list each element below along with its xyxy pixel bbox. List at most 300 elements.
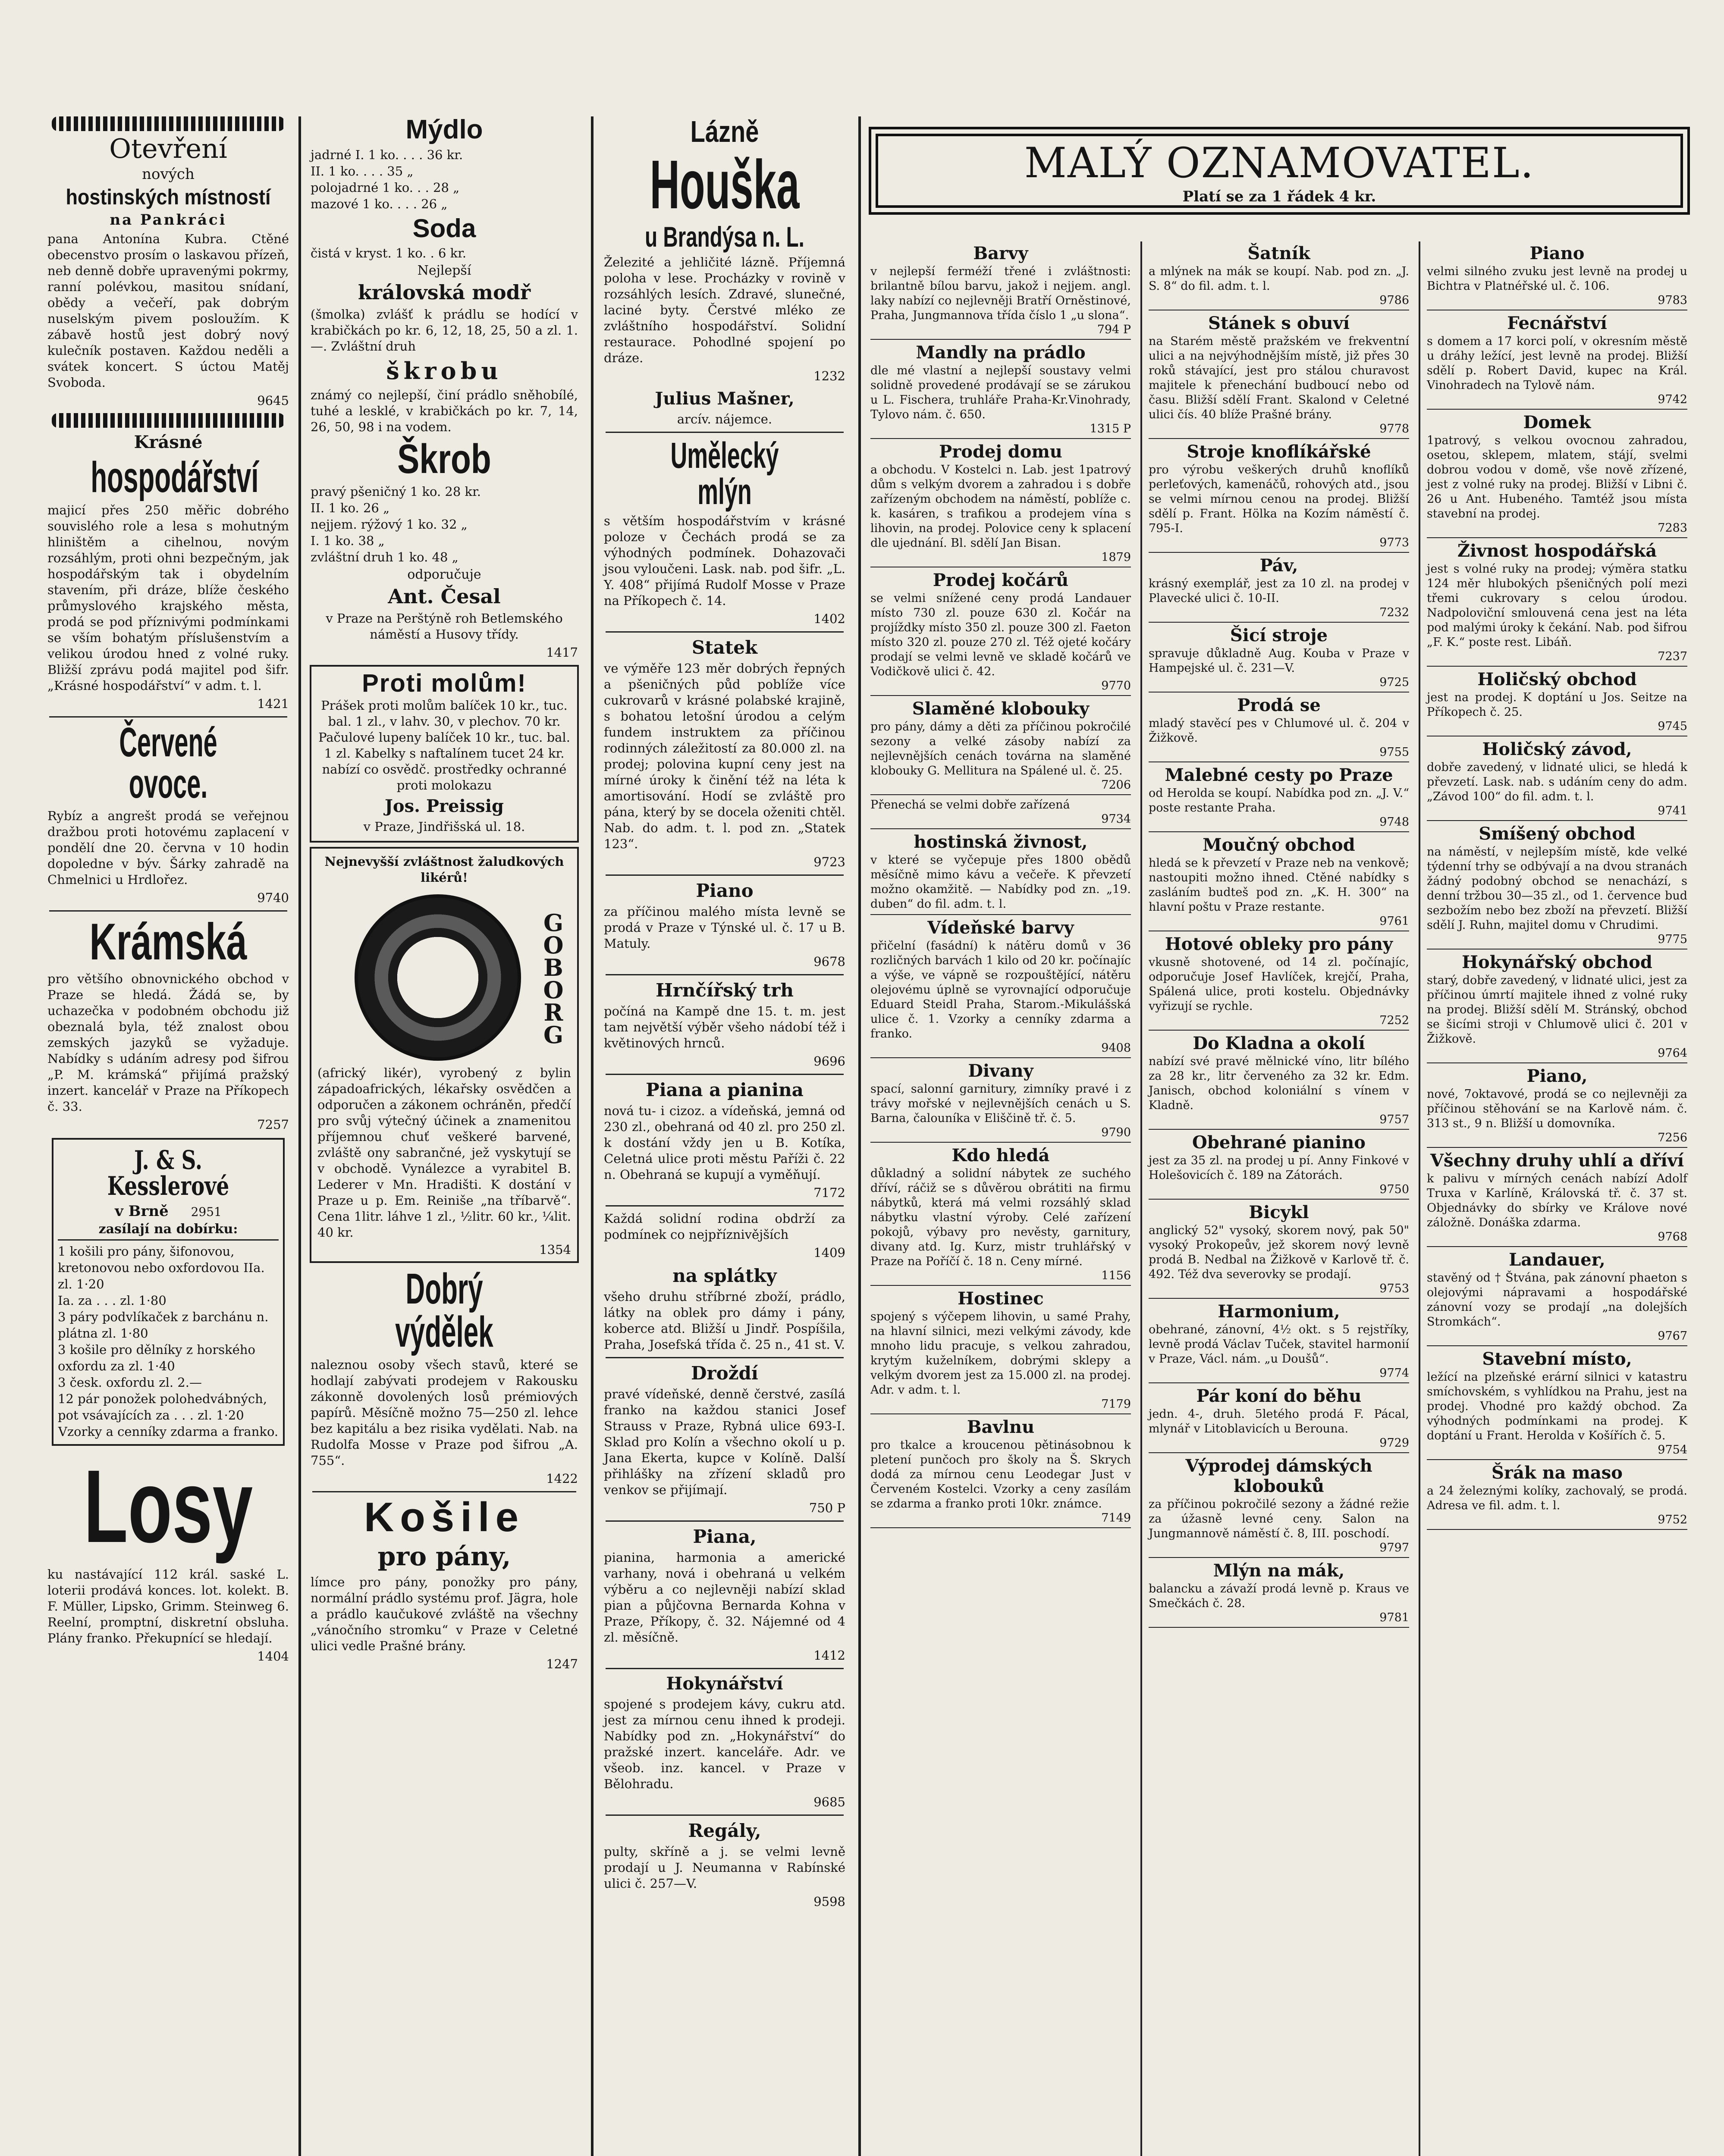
ad-heading: Šrák na maso xyxy=(1492,1463,1623,1483)
ad-heading: Piana, xyxy=(693,1526,757,1547)
masthead xyxy=(876,134,1683,208)
ad-heading: Slaměné klobouky xyxy=(912,699,1090,719)
divider xyxy=(1427,1062,1687,1063)
ad-body: v Praze na Perštýně roh Betlemského náměstí a Husovy třídy. xyxy=(326,611,563,642)
classified-ad xyxy=(867,570,1134,696)
ad-heading: Umělecký mlýn xyxy=(670,435,779,512)
ad-body: jest za 35 zl. na prodej u pí. Anny Finkové v Holešovicích č. 189 na Zátorách. xyxy=(1149,1154,1409,1182)
ad-heading: Nejnevyšší zvláštnost žaludkových likérů! xyxy=(324,854,564,885)
ad-heading: Prodej domu xyxy=(939,442,1062,462)
divider xyxy=(58,1239,279,1241)
ad-body: a mlýnek na mák se koupí. Nab. pod zn. „J. S. 8“ do fil. adm. t. l. xyxy=(1149,265,1409,293)
ad-heading: Jos. Preissig xyxy=(385,796,504,816)
ad-body: spojený s výčepem lihovin, u samé Prahy, na hlavní silnici, mezi velkými závody, kde mnoho lidu pracuje, s velkou zahradou, krytým kuželníkem, dobrými sklepy a velkým dvorem jest za 15.000 zl. na prodej. Adr. v adm. t. l. xyxy=(870,1310,1131,1397)
divider xyxy=(870,438,1131,439)
divider xyxy=(1149,1627,1409,1628)
ad-heading: Škrob xyxy=(397,436,491,482)
price-line: pravý pšeničný 1 ko. 28 kr. xyxy=(311,484,481,499)
divider xyxy=(312,1491,576,1492)
ad-body: pana Antonína Kubra. Ctěné obecenstvo prosím o laskavou přízeň, neb denně dobře upravenými pokrmy, ranní polévkou, masitou snídaní, obědy a večeří, pak dobrým nuselským pivem posloužím. K zábavě hostů jest dobrý nový kulečník postaven. Každou neděli a svátek koncert. S úctou Matěj Svoboda. xyxy=(47,232,289,390)
ad-heading: Ant. Česal xyxy=(388,585,501,608)
column-rule xyxy=(858,116,861,2156)
divider xyxy=(1427,1459,1687,1460)
ad-heading: královská modř xyxy=(358,281,531,304)
price-line: čistá v kryst. 1 ko. . 6 kr. xyxy=(311,246,467,260)
ad-body: k palivu v mírných cenách nabízí Adolf Truxa v Karlíně, Královská tř. č. 37 st. Objednávky do sbírky ve Králove nové záložně. Donáška zdarma. xyxy=(1427,1172,1687,1229)
ad-number: 7179 xyxy=(1101,1398,1131,1411)
divider xyxy=(1149,622,1409,623)
ad-number: 1315 P xyxy=(1090,422,1131,436)
price-line: II. 1 ko. . . . 35 „ xyxy=(311,164,414,179)
classified-ad xyxy=(1423,669,1691,736)
ad-heading: Stavební místo, xyxy=(1482,1349,1632,1369)
classified-ad xyxy=(867,1145,1134,1286)
divider xyxy=(1149,1030,1409,1031)
ad-heading: hostinská živnost, xyxy=(914,832,1088,852)
classified-ad xyxy=(1145,1456,1413,1558)
ad-heading: Páv, xyxy=(1259,555,1298,576)
divider xyxy=(1427,820,1687,821)
ad-number: 9696 xyxy=(813,1054,845,1069)
ad-body: Přenechá se velmi dobře zařízená xyxy=(870,798,1070,812)
ad-heading: Droždí xyxy=(691,1363,758,1384)
classified-ad xyxy=(1145,695,1413,762)
divider xyxy=(1149,1452,1409,1453)
ad-heading: Hostinec xyxy=(958,1288,1044,1309)
price-line: zvláštní druh 1 ko. 48 „ xyxy=(311,550,458,564)
classified-ad xyxy=(1145,1301,1413,1383)
ad-number: 7149 xyxy=(1101,1511,1131,1525)
ad-subheading: na Pankráci xyxy=(110,211,227,229)
ad-afrikanka xyxy=(310,847,579,1263)
ad-subheading: Krásné xyxy=(134,432,203,452)
price-list xyxy=(58,1243,279,1440)
ad-number: 9764 xyxy=(1658,1047,1687,1060)
ad-body: od Herolda se koupí. Nabídka pod zn. „J. V.“ poste restante Praha. xyxy=(1149,787,1409,815)
ad-heading: Šatník xyxy=(1247,243,1310,263)
ad-heading: Piano, xyxy=(1526,1066,1588,1086)
ad-hokynarstvi xyxy=(600,1673,850,1809)
price-line: II. 1 ko. 26 „ xyxy=(311,501,390,515)
ad-number: 9729 xyxy=(1379,1436,1409,1450)
ad-heading: Výprodej dámských klobouků xyxy=(1185,1456,1372,1496)
ad-number: 9797 xyxy=(1379,1541,1409,1554)
ad-body: Železité a jehličité lázně. Příjemná poloha v lese. Procházky v rovině v rozsáhlých lesích. Zdravé, slunečné, laciné byty. Čerstvé mléko ze zvláštního hospodářství. Solidní restaurace. Pohodlné spojení po dráze. xyxy=(604,255,845,365)
ornament-bar xyxy=(52,413,285,428)
ad-number: 1422 xyxy=(546,1471,578,1486)
ad-hrncirsky-trh xyxy=(600,980,850,1069)
divider xyxy=(1149,1382,1409,1383)
ad-body: pravé vídeňské, denně čerstvé, zasílá franko na každou stanici Josef Strauss v Praze, Rybná ulice 693-I. Sklad pro Kolín a všechno okolí u p. Jana Ekerta, kupce v Kolíně. Další přihlášky na zřízení skladů pro venkov se přijímají. xyxy=(604,1387,845,1497)
ad-signature-role: arcív. nájemce. xyxy=(677,412,773,426)
divider xyxy=(870,695,1131,696)
price-line: 1 košili pro pány, šifonovou, kretonovou nebo oxfordovou IIa. zl. 1·20 xyxy=(58,1244,265,1291)
ad-heading: Losy xyxy=(83,1448,253,1564)
price-line: 3 česk. oxfordu zl. 2.— xyxy=(58,1375,202,1390)
divider xyxy=(606,974,844,975)
ad-number: 7283 xyxy=(1658,521,1687,535)
ad-heading: Landauer, xyxy=(1509,1250,1605,1270)
ad-body: (šmolka) zvlášť k prádlu se hodící v krabičkách po kr. 6, 12, 18, 25, 50 a zl. 1.—. Zvláštní druh xyxy=(311,307,578,354)
ad-heading: Hokynářství xyxy=(666,1673,783,1694)
ad-number: 1354 xyxy=(539,1242,571,1257)
classified-ad xyxy=(1145,765,1413,832)
ad-body: spací, salonní garnitury, zimníky pravé i z trávy mořské v nejlevnějších cenách u S. Barna, čalouníka v Eliščině tř. č. 5. xyxy=(870,1082,1131,1125)
ad-piana xyxy=(600,1526,850,1663)
ad-number: 9678 xyxy=(813,954,845,969)
ad-heading: Do Kladna a okolí xyxy=(1193,1033,1365,1053)
ad-number: 1412 xyxy=(813,1648,845,1663)
ad-heading: Obehrané pianino xyxy=(1192,1132,1366,1153)
ad-body: přičelní (fasádní) k nátěru domů v 36 rozličných barvách 1 kilo od 20 kr. počínajíc a výše, ve vápně se rozpouštějící, nátěru olejovému úplně se vyrovnající odporučuje Eduard Steidl Praha, Starom.-Mikulášská ulice č. 1. Vzorky a cenníky zdarma a franko. xyxy=(870,939,1131,1040)
ad-body: pro výrobu veškerých druhů knoflíků perleťových, kamenáčů, rohových atd., jsou se velmi mírnou cenou na prodej. Bližší sdělí p. Frant. Hölka na Kozím náměstí č. 795-I. xyxy=(1149,463,1409,535)
masthead-title: MALÝ OZNAMOVATEL. xyxy=(1024,139,1535,187)
divider xyxy=(49,716,287,718)
ad-body: pro tkalce a kroucenou pětinásobnou k pletení punčoch pro školy na Š. Skrych dodá za mírnou cenu Leodegar Just v Červeném Kostelci. Vzorky a ceny zasílám se zdarma a franko proti 10kr. známce. xyxy=(870,1438,1131,1510)
ad-number: 9757 xyxy=(1379,1113,1409,1126)
ad-heading: Stroje knoflíkářské xyxy=(1187,442,1371,462)
ad-body: spojené s prodejem kávy, cukru atd. jest za mírnou cenu ihned k prodeji. Nabídky pod zn. „Hokynářství“ do pražské inzert. kanceláře. Adr. ve všeob. inz. kancel. v Praze v Bělohradu. xyxy=(604,1697,845,1791)
ad-heading: Bicykl xyxy=(1249,1202,1309,1222)
ad-heading: Hotové obleky pro pány xyxy=(1165,934,1393,954)
maly-oznamovatel-section xyxy=(867,103,1695,2156)
ad-heading: Hokynářský obchod xyxy=(1462,952,1652,972)
ad-number: 9767 xyxy=(1658,1329,1687,1343)
ad-body: v nejlepší ferméží třené i zvláštnosti: brilantně bílou barvu, jakož i nejjem. angl. laky nabízí co nejlevněji Bratří Orněstinové, Praha, Jungmannova třída číslo 1 „u slona“. xyxy=(870,265,1131,322)
ad-body: se velmi snížené ceny prodá Landauer místo 730 zl. pouze 630 zl. Kočár na projíždky místo 350 zl. pouze 300 zl. Faeton místo 320 zl. pouze 270 zl. Též ojeté kočáry prodají se velmi levně ve skladě kočárů ve Vodičkově ulici č. 42. xyxy=(870,592,1131,678)
ad-heading: Barvy xyxy=(973,243,1028,263)
ad-kosile xyxy=(306,1494,582,1671)
ad-heading: Moučný obchod xyxy=(1203,835,1355,855)
classified-ad xyxy=(1423,952,1691,1063)
classified-ad xyxy=(1423,243,1691,310)
ad-number: 9761 xyxy=(1379,915,1409,928)
ad-body: stavěný od † Štvána, pak zánovní phaeton s olejovými nápravami a hospodářské zánovní vozy se prodají „na dolejších Stromkách“. xyxy=(1427,1271,1687,1329)
ad-kesslerove xyxy=(52,1138,285,1446)
ad-heading: Soda xyxy=(412,214,476,243)
ad-heading: Malebné cesty po Praze xyxy=(1165,765,1393,785)
ornament-bar xyxy=(52,116,285,131)
ad-number: 9598 xyxy=(813,1894,845,1909)
ad-heading: Pár koní do běhu xyxy=(1196,1386,1362,1406)
classified-ad xyxy=(1423,1463,1691,1530)
ad-heading: hospodářství xyxy=(91,453,259,501)
ad-number: 9742 xyxy=(1658,393,1687,406)
divider xyxy=(1427,1529,1687,1530)
ad-body: a 24 železnými kolíky, zachovalý, se prodá. Adresa ve fil. adm. t. l. xyxy=(1427,1484,1687,1512)
ad-number: 7172 xyxy=(813,1185,845,1200)
ad-heading: Piano xyxy=(696,880,754,901)
ad-heading: Otevření xyxy=(109,133,227,164)
classified-ad xyxy=(1145,313,1413,439)
ad-number: 9645 xyxy=(257,393,289,408)
ad-heading: škrobu xyxy=(386,357,502,385)
classified-column-3 xyxy=(1423,241,1691,1532)
ad-body: v které se vyčepuje přes 1800 obědů měsíčně mimo kávu a večeře. K převzetí možno okamžitě. — Nabídky pod zn. „19. duben“ do fil. adm. t. l. xyxy=(870,853,1131,911)
classified-ad xyxy=(1423,541,1691,667)
ad-subheading: nových xyxy=(142,166,195,183)
ad-number: 1417 xyxy=(546,645,578,660)
divider xyxy=(870,914,1131,915)
divider xyxy=(606,1668,844,1669)
column-rule xyxy=(298,116,301,2156)
ad-heading: u Brandýsa n. L. xyxy=(645,221,804,253)
ad-body: jedn. 4-, druh. 5letého prodá F. Pácal, mlynář v Litoblavicích u Berouna. xyxy=(1149,1407,1409,1435)
ad-number: 9748 xyxy=(1379,815,1409,829)
classified-ad xyxy=(1423,412,1691,538)
ad-body: pro většího obnovnického obchod v Praze se hledá. Žádá se, by uchazečka v podobném obchodu již obeznalá byla, též znalost obou zemských jazyků se vyžaduje. Nabídky s udáním adresy pod šifrou „P. M. krámská“ přijímá pražský inzert. kancelář v Praze na Příkopech č. 33. xyxy=(47,971,289,1114)
ad-heading: Statek xyxy=(691,637,758,658)
column-rule xyxy=(591,116,594,2156)
ad-regaly xyxy=(600,1820,850,1909)
ad-cervene-ovoce xyxy=(43,719,293,905)
ad-heading: Smíšený obchod xyxy=(1479,824,1636,844)
price-line: polojadrné 1 ko. . . 28 „ xyxy=(311,180,460,195)
ad-body: za příčinou pokročilé sezony a žádné režie za úžasně levné ceny. Salon na Jungmannově náměstí č. 8, III. poschodí. xyxy=(1149,1498,1409,1540)
ad-body: naleznou osoby všech stavů, které se hodlají zabývati prodejem v Rakousku zákonně dovolených losů prémiových papírů. Měsíčně možno 75—250 zl. lehce bez kapitálu a bez risika vydělati. Nab. na Rudolfa Mosse v Praze pod šifrou „A. 755“. xyxy=(311,1357,578,1468)
ad-body: starý, dobře zavedený, v lidnaté ulici, jest za příčinou úmrtí majitele ihned z volné ruky na prodej. Bližší sdělí M. Stránský, obchod se šicími stroji v Chlumově ulici č. 201 v Žižkově. xyxy=(1427,974,1687,1046)
ad-heading: Lázně xyxy=(690,115,759,148)
ad-body: na náměstí, v nejlepším místě, kde velké týdenní trhy se odbývají a na dvou stranách žádný podobný obchod se nenachází, s denní tržbou 30—35 zl., od 1. července bud sezbožím nebo bez zboží na převzetí. Bližší sdělí J. Ruhn, majitel domu v Chrudimi. xyxy=(1427,845,1687,932)
ad-subheading: zasílají na dobírku: xyxy=(98,1222,238,1237)
divider xyxy=(606,1074,844,1075)
ad-body: spravuje důkladně Aug. Kouba v Praze v Hampejské ul. č. 231—V. xyxy=(1149,647,1409,675)
ad-statek xyxy=(600,637,850,869)
ad-number: 9786 xyxy=(1379,294,1409,307)
classified-column-1 xyxy=(867,241,1134,1531)
ad-heading: Piana a pianina xyxy=(646,1079,804,1100)
price-line: I. 1 ko. 38 „ xyxy=(311,533,385,548)
ad-signature: Julius Mašner, xyxy=(655,389,794,409)
divider xyxy=(870,828,1131,829)
ad-body: nové, 7oktavové, prodá se co nejlevněji za příčinou stěhování se na Karlově nám. č. 313 st., 9 n. Bližší u domovníka. xyxy=(1427,1087,1687,1130)
ad-body: ve výměře 123 měr dobrých řepných a pšeničných půd poblíže více cukrovarů v krásné polabské krajině, s bohatou letošní úrodou a celým fundem instruktem za příčinou rodinných záležitostí za 80.000 zl. na prodej; polovina kupní ceny jest na mírné úroky k činění též na léta k amortisování. Hodí se zvláště pro pána, který by se docela oženiti chtěl. Nab. do adm. t. l. pod zn. „Statek 123“. xyxy=(604,661,845,851)
classified-ad xyxy=(1145,934,1413,1031)
divider xyxy=(870,1527,1131,1528)
ad-body: jest na prodej. K doptání u Jos. Seitze na Příkopech č. 25. xyxy=(1427,691,1687,719)
ad-body: s větším hospodářstvím v krásné poloze v Čechách prodá se za výhodných podmínek. Dohazovači jsou vyloučeni. Lask. nab. pod šifr. „L. Y. 408“ přijímá Rudolf Mosse v Praze na Příkopech č. 14. xyxy=(604,514,845,608)
ad-otevreni xyxy=(43,135,293,408)
ad-body: důkladný a solidní nábytek ze suchého dříví, ráčiž se s důvěrou obrátiti na firmu nábytků, která má velmi rozsáhlý sklad nábytku vlastní výroby. Celé zařízení pokojů, výbavy pro nevěsty, garnitury, divany atd. Ig. Kurz, mistr truhlářský v Praze na Poříčí č. 18 n. Ceny mírné. xyxy=(870,1167,1131,1268)
ad-number: 9741 xyxy=(1658,804,1687,818)
ad-heading: na splátky xyxy=(672,1265,777,1286)
ad-heading: Mandly na prádlo xyxy=(916,342,1086,363)
ad-number: 1402 xyxy=(813,611,845,626)
divider xyxy=(606,1357,844,1358)
ad-body: 1patrový, s velkou ovocnou zahradou, osetou, sklepem, mlatem, stájí, svelmi dobrou vodou v domě, vše nově zřízené, jest z volné ruky na prodej. Bližší v Libni č. 26 u Ant. Hubeného. Tamtéž jsou místa stavební na prodej. xyxy=(1427,434,1687,520)
divider xyxy=(1149,552,1409,553)
ad-body: límce pro pány, ponožky pro pány, normální prádlo systému prof. Jägra, hole a prádlo kaučukové zvláště na všechny „vánočního stromku“ v Praze v Celetné ulici vedle Prašné brány. xyxy=(311,1575,578,1653)
divider xyxy=(1427,1246,1687,1247)
price-line: 3 páry podvlíkaček z barchánu n. plátna zl. 1·80 xyxy=(58,1310,269,1341)
column-1 xyxy=(43,103,293,2156)
classified-ad xyxy=(867,918,1134,1058)
classified-ad xyxy=(1423,1066,1691,1148)
ad-body: s domem a 17 korci polí, v okresním městě u dráhy ležící, jest levně na prodej. Bližší sdělí p. Robert David, kupec na Král. Vinohradech na Tylově nám. xyxy=(1427,335,1687,392)
ad-lazne-houska xyxy=(600,116,850,427)
classified-ad xyxy=(1423,1150,1691,1247)
ad-number: 794 P xyxy=(1097,323,1131,336)
ad-number: 9753 xyxy=(1379,1282,1409,1295)
ad-heading: pro pány, xyxy=(377,1542,511,1572)
ad-number: 9734 xyxy=(1101,812,1131,826)
ad-dobry-vydelek xyxy=(306,1267,582,1486)
classified-ad xyxy=(1145,835,1413,931)
ad-number: 9745 xyxy=(1658,720,1687,733)
ad-body: za příčinou malého místa levně se prodá v Praze v Týnské ul. č. 17 u B. Matuly. xyxy=(604,904,845,951)
ad-body: Prášek proti molům balíček 10 kr., tuc. bal. 1 zl., v lahv. 30, v plechov. 70 kr. Pačulové lupeny balíček 10 kr., tuc. bal. 1 zl. Kabelky s naftalínem tucet 24 kr. nabízí co osvědč. prostředky ochranné proti molokazu xyxy=(318,698,570,793)
classified-ad xyxy=(1423,1349,1691,1460)
ad-heading: Košile xyxy=(364,1494,525,1540)
ad-number: 9754 xyxy=(1658,1443,1687,1457)
ad-heading: Šicí stroje xyxy=(1230,625,1328,646)
ad-heading: Mlýn na mák, xyxy=(1213,1561,1345,1581)
divider xyxy=(1149,1129,1409,1130)
classified-ad xyxy=(1145,555,1413,623)
price-list xyxy=(311,147,578,212)
ad-heading: Prodej kočárů xyxy=(933,570,1069,590)
ad-body: mladý stavěcí pes v Chlumové ul. č. 204 v Žižkově. xyxy=(1149,717,1409,745)
ad-body: známý co nejlepší, činí prádlo sněhobílé, tuhé a lesklé, v krabičkách po kr. 7, 14, 26, 50, 98 i na vodem. xyxy=(311,388,578,434)
ad-heading: Prodá se xyxy=(1237,695,1321,715)
ad-body: krásný exemplář, jest za 10 zl. na prodej v Plavecké ulici č. 10-II. xyxy=(1149,577,1409,605)
divider xyxy=(49,910,287,912)
ad-number: 9774 xyxy=(1379,1366,1409,1380)
ad-proti-molum xyxy=(310,665,579,843)
ad-heading: Vídeňské barvy xyxy=(927,918,1074,938)
classified-ad xyxy=(1423,1250,1691,1346)
divider xyxy=(1149,692,1409,693)
ad-number: 9752 xyxy=(1658,1513,1687,1526)
ad-body: na Starém městě pražském ve frekventní ulici a na nejvýhodnějším místě, již přes 30 roků stávající, jest pro stálou churavost majitele k přenechání budboucí nebo od času. Bližší sdělí Frant. Skalond v Celetné ulici čís. 40 blíže Prašné brány. xyxy=(1149,335,1409,421)
ad-heading: Holičský závod, xyxy=(1482,739,1632,759)
price-line: jadrné I. 1 ko. . . . 36 kr. xyxy=(311,147,463,162)
price-line: 3 košile pro dělníky z horského oxfordu za zl. 1·40 xyxy=(58,1342,255,1373)
classified-ad xyxy=(1145,1132,1413,1200)
ad-number: 9790 xyxy=(1101,1126,1131,1139)
ad-number: 1247 xyxy=(546,1657,578,1671)
seal-row xyxy=(316,894,573,1061)
classified-ad xyxy=(1145,1386,1413,1453)
divider xyxy=(870,1285,1131,1286)
ad-number: 9783 xyxy=(1658,294,1687,307)
ad-code: 2951 xyxy=(191,1205,222,1219)
ad-piana-a-pianina xyxy=(600,1079,850,1200)
ad-subheading: odporučuje xyxy=(407,567,481,582)
ad-mydlo xyxy=(306,116,582,660)
ad-heading: Divany xyxy=(968,1061,1033,1081)
divider xyxy=(606,1520,844,1522)
ad-number: 9755 xyxy=(1379,746,1409,759)
divider xyxy=(1427,666,1687,667)
classified-ad xyxy=(867,832,1134,915)
price-line: 12 pár ponožek polohedvábných, pot vsávajících za . . . zl. 1·20 xyxy=(58,1391,267,1423)
price-line: Vzorky a cenníky zdarma a franko. xyxy=(58,1424,279,1439)
divider xyxy=(1149,831,1409,832)
ad-heading: Holičský obchod xyxy=(1477,669,1637,689)
price-line: mazové 1 ko. . . . 26 „ xyxy=(311,197,448,211)
divider xyxy=(1427,1345,1687,1346)
divider xyxy=(870,1057,1131,1058)
ad-number: 9775 xyxy=(1658,933,1687,946)
ad-heading: Mýdlo xyxy=(405,115,483,144)
divider xyxy=(1149,438,1409,439)
classified-ad xyxy=(867,342,1134,439)
ad-piano xyxy=(600,880,850,969)
ad-heading: Dobrý výdělek xyxy=(395,1265,493,1356)
ad-body: nabízí své pravé mělnické víno, litr bílého za 28 kr., litr červeného za 32 kr. Edm. Janisch, obchod koloniální s vínem v Kladně. xyxy=(1149,1055,1409,1112)
ad-number: 7257 xyxy=(257,1117,289,1132)
ad-kramska xyxy=(43,913,293,1132)
ad-body: ležící na plzeňské erární silnici v katastru smíchovském, s vyhlídkou na Prahu, jest na prodej. Vhodné pro každý obchod. Za výhodných podmínkami na prodej. K doptání u Frant. Herolda v Košířích č. 5. xyxy=(1427,1370,1687,1442)
price-line: nejjem. rýžový 1 ko. 32 „ xyxy=(311,517,468,532)
classified-ad xyxy=(867,699,1134,795)
divider xyxy=(1427,537,1687,538)
ad-body: obehrané, zánovní, 4½ okt. s 5 rejstříky, levně prodá Václav Tuček, stavitel harmonií v Praze, Václ. nám. „u Doušů“. xyxy=(1149,1323,1409,1366)
price-line: Ia. za . . . zl. 1·80 xyxy=(58,1293,166,1308)
classified-ad xyxy=(1145,442,1413,553)
ad-body: dle mé vlastní a nejlepší soustavy velmi solidně provedené prodávají se se zárukou u L. Fischera, truhláře Praha-Kr.Vinohrady, Tylovo nám. č. 650. xyxy=(870,364,1131,421)
divider xyxy=(1427,1147,1687,1148)
divider xyxy=(606,1205,844,1206)
column-rule xyxy=(1140,241,1142,2156)
ad-body: ku nastávající 112 král. saské L. loterii prodává konces. lot. kolekt. B. F. Müller, Lipsko, Grimm. Steinweg 6. Reelní, promptní, diskretní obsluha. Plány franko. Překupnící se hledají. xyxy=(47,1567,289,1645)
classified-ad xyxy=(1145,1202,1413,1299)
ad-body: počíná na Kampě dne 15. t. m. jest tam největší výběr všeho nádobí též i květinových hrnců. xyxy=(604,1004,845,1050)
ad-heading: Hrnčířský trh xyxy=(656,980,794,1001)
ad-body: balancku a závaží prodá levně p. Kraus ve Smečkách č. 28. xyxy=(1149,1582,1409,1610)
ad-number: 9770 xyxy=(1101,679,1131,693)
ad-number: 7237 xyxy=(1658,650,1687,663)
ad-heading: Živnost hospodářská xyxy=(1457,541,1657,561)
divider xyxy=(606,432,844,433)
ad-number: 9778 xyxy=(1379,422,1409,436)
ad-subheading: Nejlepší xyxy=(417,263,471,278)
ad-subheading: v Brně xyxy=(115,1203,169,1220)
ad-heading: Fecnářství xyxy=(1507,313,1607,333)
ad-heading: Proti molům! xyxy=(362,669,527,697)
ad-umelecky-mlyn xyxy=(600,437,850,626)
divider xyxy=(1427,949,1687,950)
classified-ad xyxy=(1423,739,1691,821)
classified-ad xyxy=(867,1288,1134,1414)
ad-number: 9685 xyxy=(813,1795,845,1809)
divider xyxy=(1149,761,1409,762)
ad-heading: hostinských místností xyxy=(66,185,271,209)
classified-ad xyxy=(1423,313,1691,410)
ad-body: v Praze, Jindřišská ul. 18. xyxy=(363,819,525,834)
ad-heading: Regály, xyxy=(688,1820,761,1841)
classified-column-2 xyxy=(1145,241,1413,1630)
ad-number: 1421 xyxy=(257,696,289,711)
ad-body: a obchodu. V Kostelci n. Lab. jest 1patrový dům s velkým dvorem a zahradou i s dobře zařízeným obchodem na náměstí, poblíže c. k. kasáren, s trafikou a prodejem vína s lihovin, na prodej. Polovice ceny k splacení dle ujednání. Bl. sdělí Jan Bisan. xyxy=(870,463,1131,550)
ad-na-splatky xyxy=(600,1211,850,1353)
seal-emblem xyxy=(355,894,521,1061)
ad-brand-vertical: GOBORG xyxy=(543,909,564,1049)
ad-body: všeho druhu stříbrné zboží, prádlo, látky na oblek pro dámy i pány, koberce atd. Bližší u Jindř. Pospíšila, Praha, Josefská třída č. 25 n., 41 st. V. xyxy=(604,1289,845,1352)
ad-body: Každá solidní rodina obdrží za podmínek co nejpříznivějších xyxy=(604,1211,845,1242)
ad-number: 9750 xyxy=(1379,1183,1409,1196)
classified-ad xyxy=(867,1417,1134,1528)
ad-number: 9725 xyxy=(1379,676,1409,689)
divider xyxy=(870,794,1131,795)
ad-number: 9781 xyxy=(1379,1611,1409,1624)
ad-heading: Piano xyxy=(1529,243,1585,263)
ad-heading: Všechny druhy uhlí a dříví xyxy=(1430,1150,1684,1171)
ad-body: pulty, skříně a j. se velmi levně prodají u J. Neumanna v Rabínské ulici č. 257—V. xyxy=(604,1844,845,1891)
divider xyxy=(870,1413,1131,1414)
ad-number: 1404 xyxy=(257,1649,289,1664)
